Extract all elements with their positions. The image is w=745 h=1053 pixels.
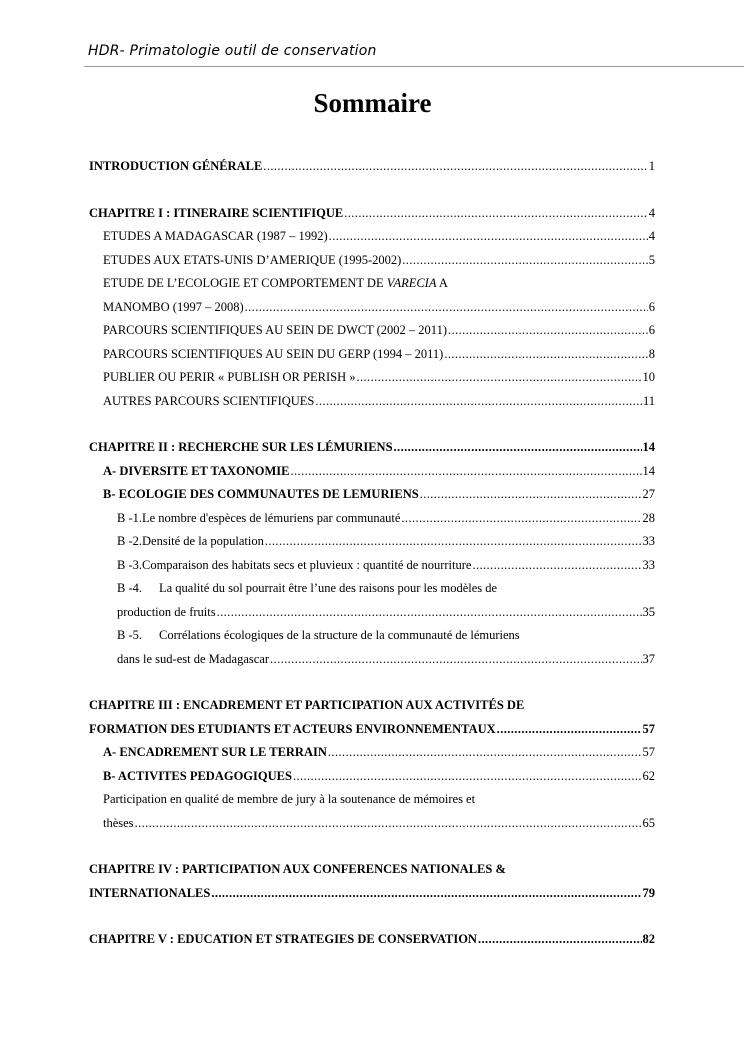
toc-page-number: 65 bbox=[642, 815, 655, 830]
header-divider bbox=[84, 66, 744, 67]
toc-page-number: 57 bbox=[642, 721, 655, 736]
toc-entry-label: ETUDE DE L’ECOLOGIE ET COMPORTEMENT DE VARECIA A bbox=[103, 276, 448, 290]
dot-leader bbox=[135, 812, 642, 836]
toc-page-number: 37 bbox=[642, 651, 655, 666]
toc-entry-label: thèses bbox=[103, 815, 134, 830]
toc-entry-label: CHAPITRE V : EDUCATION ET STRATEGIES DE CONSERVATION bbox=[89, 932, 477, 946]
dot-leader bbox=[293, 765, 642, 789]
toc-entry-label: dans le sud-est de Madagascar bbox=[117, 651, 270, 666]
toc-entry[interactable] bbox=[89, 366, 655, 390]
toc-entry-introduction[interactable] bbox=[89, 155, 655, 179]
toc-page-number: 14 bbox=[642, 440, 655, 454]
toc-page-number: 33 bbox=[642, 534, 655, 548]
toc-entry-section[interactable] bbox=[89, 765, 655, 789]
toc-entry-label: CHAPITRE II : RECHERCHE SUR LES LÉMURIENS bbox=[89, 440, 393, 454]
toc-entry-label: PUBLIER OU PERIR « PUBLISH OR PERISH » bbox=[103, 370, 356, 384]
toc-entry-continuation[interactable] bbox=[89, 601, 655, 625]
toc-page-number: 79 bbox=[642, 885, 655, 900]
toc-page-number: 57 bbox=[642, 745, 655, 759]
toc-entry-label: INTERNATIONALES bbox=[89, 885, 211, 900]
dot-leader bbox=[478, 928, 642, 952]
dot-leader bbox=[217, 601, 642, 625]
toc-entry-subsection[interactable] bbox=[89, 577, 655, 601]
toc-entry[interactable] bbox=[89, 249, 655, 273]
dot-leader bbox=[263, 155, 647, 179]
toc-entry-label: FORMATION DES ETUDIANTS ET ACTEURS ENVIRONNEMENTAUX bbox=[89, 721, 496, 736]
toc-entry-label: PARCOURS SCIENTIFIQUES AU SEIN DU GERP (1994 – 2011) bbox=[103, 346, 444, 361]
toc-entry-section[interactable] bbox=[89, 483, 655, 507]
toc-entry-number: B -1. bbox=[117, 510, 142, 525]
toc-page-number: 10 bbox=[642, 370, 655, 384]
dot-leader bbox=[270, 648, 641, 672]
toc-page-number: 1 bbox=[648, 159, 655, 173]
dot-leader bbox=[448, 319, 648, 343]
toc-entry-label: MANOMBO (1997 – 2008) bbox=[103, 299, 244, 314]
toc-entry[interactable] bbox=[89, 225, 655, 249]
dot-leader bbox=[329, 225, 648, 249]
toc-entry-label: CHAPITRE III : ENCADREMENT ET PARTICIPATION AUX ACTIVITÉS DE bbox=[89, 698, 525, 712]
toc-entry[interactable] bbox=[89, 272, 655, 296]
toc-entry-subsection[interactable] bbox=[89, 624, 655, 648]
toc-entry-chapter-1[interactable] bbox=[89, 202, 655, 226]
toc-entry-label: INTRODUCTION GÉNÉRALE bbox=[89, 159, 263, 173]
dot-leader bbox=[401, 507, 641, 531]
toc-page-number: 82 bbox=[642, 932, 655, 946]
toc-entry[interactable] bbox=[89, 343, 655, 367]
dot-leader bbox=[245, 296, 648, 320]
toc-page-number: 6 bbox=[648, 299, 655, 314]
toc-entry-label: ETUDES A MADAGASCAR (1987 – 1992) bbox=[103, 229, 328, 243]
toc-page-number: 4 bbox=[648, 229, 655, 243]
toc-entry-label: Comparaison des habitats secs et pluvieux : quantité de nourriture bbox=[142, 557, 472, 572]
dot-leader bbox=[344, 202, 648, 226]
toc-entry-label: Le nombre d'espèces de lémuriens par communauté bbox=[142, 510, 401, 525]
toc-entry-label: ETUDES AUX ETATS-UNIS D’AMERIQUE (1995-2002) bbox=[103, 252, 402, 267]
page-title: Sommaire bbox=[313, 88, 432, 118]
table-of-contents bbox=[89, 155, 655, 952]
toc-entry-chapter-2[interactable] bbox=[89, 436, 655, 460]
toc-page-number: 62 bbox=[642, 768, 655, 783]
dot-leader bbox=[497, 718, 642, 742]
dot-leader bbox=[315, 390, 642, 414]
toc-entry-number: B -3. bbox=[117, 557, 142, 572]
toc-entry-label: Participation en qualité de membre de jury à la soutenance de mémoires et bbox=[103, 792, 476, 806]
dot-leader bbox=[472, 554, 641, 578]
toc-entry-label: CHAPITRE I : ITINERAIRE SCIENTIFIQUE bbox=[89, 205, 344, 220]
toc-entry-continuation[interactable] bbox=[89, 812, 655, 836]
toc-entry-label: Corrélations écologiques de la structure de la communauté de lémuriens bbox=[159, 628, 520, 642]
toc-entry-number: B -4. bbox=[117, 581, 142, 595]
toc-entry-subsection[interactable] bbox=[89, 530, 655, 554]
toc-entry-label: B- ECOLOGIE DES COMMUNAUTES DE LEMURIENS bbox=[103, 487, 419, 501]
toc-entry-continuation[interactable] bbox=[89, 648, 655, 672]
toc-page-number: 4 bbox=[648, 205, 655, 220]
dot-leader bbox=[444, 343, 647, 367]
toc-page-number: 5 bbox=[648, 252, 655, 267]
toc-entry-subsection[interactable] bbox=[89, 507, 655, 531]
toc-entry-label: CHAPITRE IV : PARTICIPATION AUX CONFERENCES NATIONALES & bbox=[89, 862, 506, 876]
toc-entry[interactable] bbox=[89, 390, 655, 414]
toc-entry-section[interactable] bbox=[89, 741, 655, 765]
dot-leader bbox=[402, 249, 647, 273]
toc-page-number: 6 bbox=[648, 323, 655, 337]
dot-leader bbox=[420, 483, 642, 507]
toc-entry-label: A- DIVERSITE ET TAXONOMIE bbox=[103, 463, 290, 478]
toc-entry-chapter-5[interactable] bbox=[89, 928, 655, 952]
dot-leader bbox=[291, 460, 642, 484]
toc-entry-label: PARCOURS SCIENTIFIQUES AU SEIN DE DWCT (2002 – 2011) bbox=[103, 323, 448, 337]
dot-leader bbox=[211, 882, 641, 906]
toc-entry-label: La qualité du sol pourrait être l’une des raisons pour les modèles de bbox=[159, 581, 498, 595]
toc-page-number: 14 bbox=[642, 463, 655, 478]
dot-leader bbox=[356, 366, 641, 390]
toc-entry-label: Densité de la population bbox=[142, 534, 264, 548]
toc-entry-chapter-4-continuation[interactable] bbox=[89, 882, 655, 906]
toc-entry[interactable] bbox=[89, 296, 655, 320]
toc-entry-section[interactable] bbox=[89, 460, 655, 484]
toc-entry[interactable] bbox=[89, 319, 655, 343]
running-header: HDR- Primatologie outil de conservation bbox=[88, 43, 377, 59]
toc-entry-label: AUTRES PARCOURS SCIENTIFIQUES bbox=[103, 393, 315, 408]
toc-entry-number: B -5. bbox=[117, 628, 142, 642]
dot-leader bbox=[265, 530, 642, 554]
toc-page-number: 27 bbox=[642, 487, 655, 501]
toc-entry-label: production de fruits bbox=[117, 604, 216, 619]
toc-entry-label: A- ENCADREMENT SUR LE TERRAIN bbox=[103, 745, 327, 759]
dot-leader bbox=[394, 436, 642, 460]
toc-page-number: 33 bbox=[642, 557, 655, 572]
toc-entry[interactable] bbox=[89, 788, 655, 812]
toc-page-number: 8 bbox=[648, 346, 655, 361]
toc-entry-number: B -2. bbox=[117, 534, 142, 548]
toc-entry-chapter-4[interactable] bbox=[89, 858, 655, 882]
toc-entry-subsection[interactable] bbox=[89, 554, 655, 578]
toc-entry-chapter-3[interactable] bbox=[89, 694, 655, 718]
toc-page-number: 28 bbox=[642, 510, 655, 525]
toc-page-number: 11 bbox=[642, 393, 655, 408]
toc-entry-chapter-3-continuation[interactable] bbox=[89, 718, 655, 742]
toc-entry-label: B- ACTIVITES PEDAGOGIQUES bbox=[103, 768, 292, 783]
dot-leader bbox=[328, 741, 642, 765]
toc-page-number: 35 bbox=[642, 604, 655, 619]
